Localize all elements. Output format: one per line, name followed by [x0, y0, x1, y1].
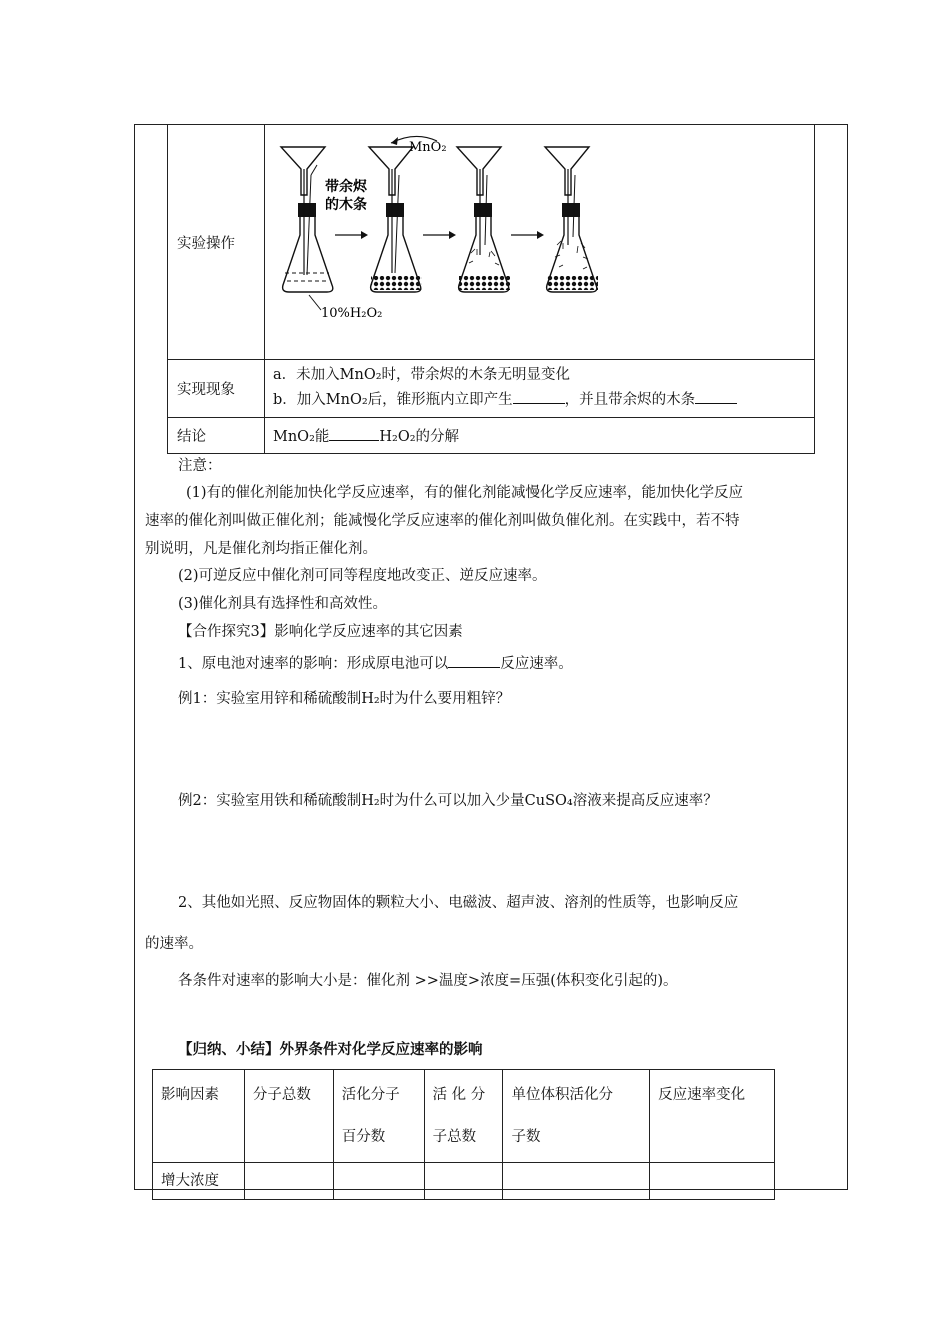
label-mno2: MnO₂	[409, 140, 447, 155]
experiment-table	[167, 124, 815, 454]
phenomenon-line-b-prefix: b．加入MnO₂后，锥形瓶内立即产生	[273, 392, 513, 408]
cell-empty[interactable]	[503, 1163, 650, 1200]
example-1: 例1：实验室用锌和稀硫酸制H₂时为什么要用粗锌？	[178, 691, 511, 707]
header-molecule-count-text: 分子总数	[252, 1087, 311, 1103]
phenomenon-cell	[265, 360, 815, 418]
note-2: (2)可逆反应中催化剂可同等程度地改变正、逆反应速率。	[178, 568, 547, 584]
blank-3[interactable]	[329, 428, 379, 441]
conclusion-suffix: H₂O₂的分解	[379, 429, 460, 445]
blank-2[interactable]	[695, 391, 737, 404]
header-activated-per-volume-line-2: 子数	[511, 1129, 541, 1145]
blank-1[interactable]	[513, 391, 565, 404]
label-splint-1: 带余烬	[325, 179, 367, 195]
conclusion-cell	[265, 418, 815, 454]
summary-heading: 【归纳、小结】外界条件对化学反应速率的影响	[178, 1042, 483, 1058]
notes-heading: 注意：	[178, 458, 222, 474]
flask-3	[457, 147, 510, 292]
header-activated-percent	[333, 1070, 424, 1163]
apparatus-figure-cell	[265, 125, 815, 360]
item-1	[178, 652, 573, 673]
summary-table	[152, 1069, 775, 1200]
header-activated-per-volume	[503, 1070, 650, 1163]
example-2: 例2：实验室用铁和稀硫酸制H₂时为什么可以加入少量CuSO₄溶液来提高反应速率？	[178, 793, 718, 809]
flask-4	[545, 147, 598, 292]
cell-empty[interactable]	[333, 1163, 424, 1200]
phenomenon-line-b	[273, 388, 806, 413]
header-factor-text: 影响因素	[161, 1087, 219, 1103]
cell-empty[interactable]	[424, 1163, 503, 1200]
note-3: (3)催化剂具有选择性和高效性。	[178, 596, 388, 612]
item-1-suffix: 反应速率。	[500, 656, 573, 672]
note-1-line-1: (1)有的催化剂能加快化学反应速率，有的催化剂能减慢化学反应速率，能加快化学反应	[186, 485, 744, 501]
note-1-line-2: 速率的催化剂叫做正催化剂；能减慢化学反应速率的催化剂叫做负催化剂。在实践中，若不特	[145, 513, 740, 529]
header-activated-percent-line-1: 活化分子	[341, 1087, 400, 1103]
header-activated-total-line-1: 活 化 分	[432, 1087, 486, 1103]
row-label-conclusion: 结论	[168, 418, 265, 454]
blank-4[interactable]	[448, 655, 500, 668]
cell-empty[interactable]	[244, 1163, 333, 1200]
header-molecule-count	[244, 1070, 333, 1163]
flask-1	[281, 147, 333, 292]
flask-2	[369, 147, 422, 292]
header-activated-per-volume-line-1: 单位体积活化分	[511, 1087, 613, 1103]
note-1-line-3: 别说明，凡是催化剂均指正催化剂。	[145, 541, 377, 557]
phenomenon-line-a: a．未加入MnO₂时，带余烬的木条无明显变化	[273, 367, 571, 383]
header-rate-change	[650, 1070, 775, 1163]
header-activated-percent-line-2: 百分数	[341, 1129, 386, 1145]
header-rate-change-text: 反应速率变化	[658, 1087, 746, 1103]
row-label-operation: 实验操作	[168, 125, 265, 360]
apparatus-figure	[265, 125, 813, 355]
item-1-prefix: 1、原电池对速率的影响：形成原电池可以	[178, 656, 449, 672]
item-2-line-2: 的速率。	[145, 936, 203, 952]
order-of-influence: 各条件对速率的影响大小是：催化剂 >>温度>浓度=压强(体积变化引起的)。	[178, 973, 678, 989]
header-factor	[153, 1070, 245, 1163]
section-3-heading: 【合作探究3】影响化学反应速率的其它因素	[178, 624, 463, 640]
label-h2o2: 10%H₂O₂	[321, 306, 383, 321]
label-splint-2: 的木条	[325, 197, 367, 213]
cell-empty[interactable]	[650, 1163, 775, 1200]
phenomenon-line-b-mid: ，并且带余烬的木条	[564, 392, 696, 408]
row-increase-concentration: 增大浓度	[153, 1163, 245, 1200]
item-2-line-1: 2、其他如光照、反应物固体的颗粒大小、电磁波、超声波、溶剂的性质等，也影响反应	[178, 895, 739, 911]
conclusion-prefix: MnO₂能	[273, 429, 330, 445]
row-label-phenomenon: 实现现象	[168, 360, 265, 418]
header-activated-total-line-2: 子总数	[432, 1129, 477, 1145]
header-activated-total	[424, 1070, 503, 1163]
